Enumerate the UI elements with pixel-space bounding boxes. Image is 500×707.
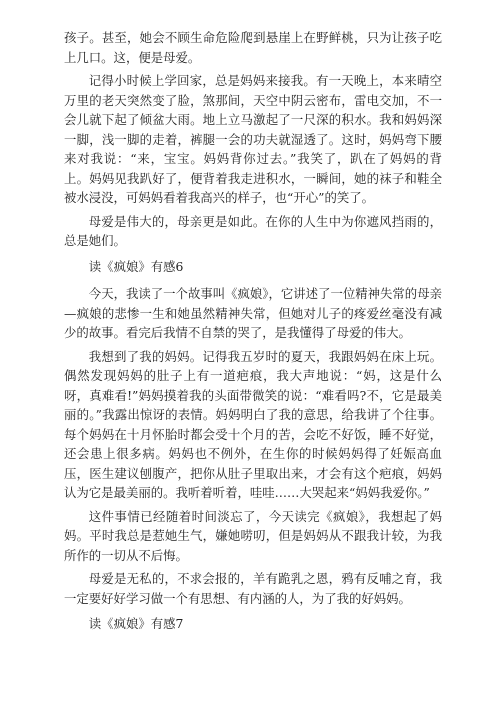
section-heading-6: 读《疯娘》有感6 <box>88 258 184 274</box>
paragraph-rain-story: 记得小时候上学回家，总是妈妈来接我。有一天晚上，本来晴空万里的老天突然变了脸，煞那间，天空中阴云密布，雷电交加，不一会儿就下起了倾盆大雨。地上立马激起了一尺深的积水。我和妈妈深一脚，浅一脚的走着，裤腿一会的功夫就湿透了。这时，妈妈弯下腰来对我说：“来，宝宝。妈妈背你过去。”我笑了，趴在了妈妈的背上。妈妈见我趴好了，便背着我走进积水，一瞬间，她的袜子和鞋全被水浸没，可妈妈看着我高兴的样子，也“开心”的笑了。 <box>64 73 442 205</box>
section-heading-7: 读《疯娘》有感7 <box>88 616 184 631</box>
paragraph-mother-love: 母爱是伟大的，母亲更是如此。在你的人生中为你遮风挡雨的，总是她们。 <box>64 213 442 248</box>
paragraph-continuation: 孩子。甚至，她会不顾生命危险爬到悬崖上在野鲜桃，只为让孩子吃上几口。这，便是母爱。 <box>64 30 442 65</box>
paragraph-scar-memory: 我想到了我的妈妈。记得我五岁时的夏天，我跟妈妈在床上玩。偶然发现妈妈的肚子上有一道疤痕，我大声地说：“妈，这是什么呀，真难看!”妈妈摸着我的头面带微笑的说：“难看吗?不，它是最美丽的。”我露出惊讶的表情。妈妈明白了我的意思，给我讲了个往事。每个妈妈在十月怀胎时都会受十个月的苦，会吃不好饭，睡不好觉，还会患上很多病。妈妈也不例外，在生你的时候妈妈得了妊娠高血压，医生建议刨腹产，把你从肚子里取出来，才会有这个疤痕，妈妈认为它是最美丽的。我听着听着，哇哇……大哭起来“妈妈我爱你。” <box>64 348 442 500</box>
paragraph-today-reading: 今天，我读了一个故事叫《疯娘》，它讲述了一位精神失常的母亲—疯娘的悲惨一生和她虽然精神失常，但她对儿子的疼爱丝毫没有减少的故事。看完后我情不自禁的哭了，是我懂得了母爱的伟大。 <box>64 286 442 340</box>
paragraph-forgotten-memory: 这件事情已经随着时间淡忘了，今天读完《疯娘》，我想起了妈妈。平时我总是惹她生气，嫌她唠叨，但是妈妈从不跟我计较，为我所作的一切从不后悔。 <box>64 508 442 563</box>
paragraph-selfless-love: 母爱是无私的，不求会报的，羊有跪乳之恩，鸦有反哺之育，我一定要好好学习做一个有思想、有内涵的人，为了我的好妈妈。 <box>64 571 442 606</box>
